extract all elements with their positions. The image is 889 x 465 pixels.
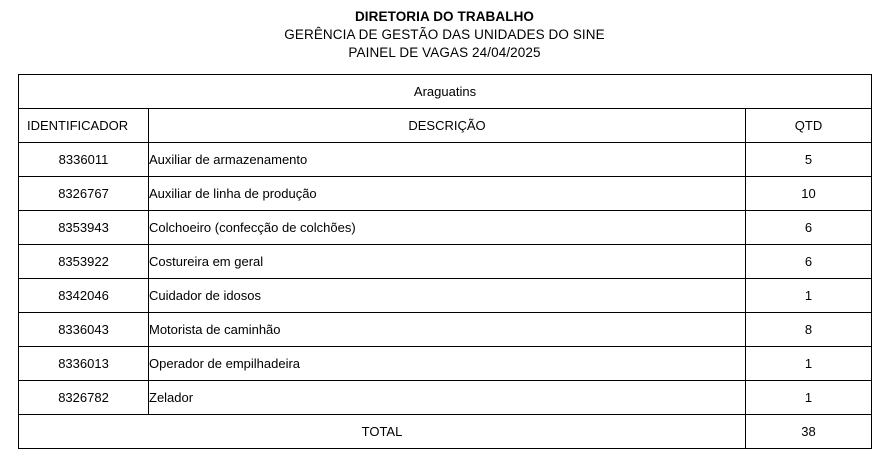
table-body xyxy=(19,75,872,449)
cell-qtd: 10 xyxy=(746,177,872,211)
cell-descricao: Motorista de caminhão xyxy=(149,313,746,347)
table-row xyxy=(19,279,872,313)
cell-qtd: 6 xyxy=(746,245,872,279)
cell-descricao: Costureira em geral xyxy=(149,245,746,279)
table-row xyxy=(19,211,872,245)
cell-identificador: 8336013 xyxy=(19,347,149,381)
table-row xyxy=(19,381,872,415)
table-row xyxy=(19,177,872,211)
total-value-cell: 38 xyxy=(746,415,872,449)
cell-descricao: Zelador xyxy=(149,381,746,415)
table-row xyxy=(19,143,872,177)
cell-identificador: 8342046 xyxy=(19,279,149,313)
cell-qtd: 1 xyxy=(746,347,872,381)
cell-identificador: 8336011 xyxy=(19,143,149,177)
table-total-row xyxy=(19,415,872,449)
table-row xyxy=(19,245,872,279)
cell-descricao: Cuidador de idosos xyxy=(149,279,746,313)
table-header-row xyxy=(19,109,872,143)
cell-qtd: 8 xyxy=(746,313,872,347)
cell-identificador: 8336043 xyxy=(19,313,149,347)
column-header-identificador: IDENTIFICADOR xyxy=(19,109,149,143)
cell-identificador: 8326782 xyxy=(19,381,149,415)
header-title-line-1: DIRETORIA DO TRABALHO xyxy=(354,9,535,24)
cell-qtd: 1 xyxy=(746,279,872,313)
cell-descricao: Auxiliar de armazenamento xyxy=(149,143,746,177)
table-row xyxy=(19,313,872,347)
cell-qtd: 6 xyxy=(746,211,872,245)
cell-descricao: Auxiliar de linha de produção xyxy=(149,177,746,211)
cell-identificador: 8353943 xyxy=(19,211,149,245)
header-title-line-3: PAINEL DE VAGAS 24/04/2025 xyxy=(348,45,541,60)
total-label-cell: TOTAL xyxy=(19,415,746,449)
unit-title-row xyxy=(19,75,872,109)
unit-name-cell: Araguatins xyxy=(19,75,872,109)
table-row xyxy=(19,347,872,381)
cell-descricao: Colchoeiro (confecção de colchões) xyxy=(149,211,746,245)
vacancies-table xyxy=(18,74,872,449)
header-title-line-2: GERÊNCIA DE GESTÃO DAS UNIDADES DO SINE xyxy=(284,27,605,42)
cell-identificador: 8353922 xyxy=(19,245,149,279)
column-header-qtd: QTD xyxy=(746,109,872,143)
document-header xyxy=(0,0,889,62)
cell-identificador: 8326767 xyxy=(19,177,149,211)
column-header-descricao: DESCRIÇÃO xyxy=(149,109,746,143)
vacancies-table-container xyxy=(18,74,871,449)
cell-qtd: 5 xyxy=(746,143,872,177)
cell-qtd: 1 xyxy=(746,381,872,415)
cell-descricao: Operador de empilhadeira xyxy=(149,347,746,381)
